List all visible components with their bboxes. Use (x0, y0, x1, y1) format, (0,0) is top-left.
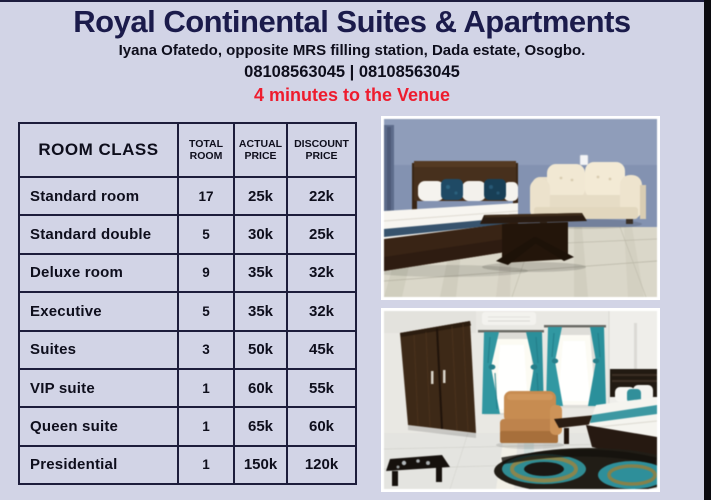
room-class-cell: Queen suite (19, 407, 178, 445)
room-class-cell: Suites (19, 331, 178, 369)
light-switch (580, 155, 588, 165)
page-title: Royal Continental Suites & Apartments (73, 4, 631, 39)
room-class-cell: Presidential (19, 446, 178, 484)
total-room-cell: 5 (178, 215, 234, 253)
table-row (19, 369, 356, 407)
col-header-actual-price: ACTUAL PRICE (234, 123, 287, 177)
actual-price-cell: 150k (234, 446, 287, 484)
phone-numbers: 08108563045 | 08108563045 (244, 63, 460, 81)
total-room-cell: 9 (178, 254, 234, 292)
discount-price-cell: 22k (287, 177, 356, 215)
table-row (19, 254, 356, 292)
table-row (19, 407, 356, 445)
col-header-room-class: ROOM CLASS (19, 123, 178, 177)
air-conditioner (482, 312, 536, 325)
room-class-cell: Standard room (19, 177, 178, 215)
right-border-strip (704, 0, 711, 500)
top-border-line (0, 0, 711, 2)
room-class-cell: Deluxe room (19, 254, 178, 292)
discount-price-cell: 32k (287, 292, 356, 330)
table-row (19, 446, 356, 484)
col-header-total-room: TOTAL ROOM (178, 123, 234, 177)
actual-price-cell: 30k (234, 215, 287, 253)
total-room-cell: 1 (178, 446, 234, 484)
actual-price-cell: 50k (234, 331, 287, 369)
total-room-cell: 1 (178, 369, 234, 407)
table-row (19, 215, 356, 253)
discount-price-cell: 45k (287, 331, 356, 369)
wardrobe (400, 321, 476, 438)
table-row (19, 331, 356, 369)
discount-price-cell: 32k (287, 254, 356, 292)
total-room-cell: 1 (178, 407, 234, 445)
table-row (19, 292, 356, 330)
table-row (19, 177, 356, 215)
total-room-cell: 5 (178, 292, 234, 330)
flyer-header (0, 4, 704, 106)
room-price-table (18, 122, 357, 485)
room-photo-2 (381, 308, 660, 492)
room-photo-2-illustration (384, 311, 657, 489)
room-class-cell: VIP suite (19, 369, 178, 407)
table-header-row (19, 123, 356, 177)
actual-price-cell: 25k (234, 177, 287, 215)
discount-price-cell: 25k (287, 215, 356, 253)
actual-price-cell: 35k (234, 254, 287, 292)
armchair (496, 391, 564, 449)
actual-price-cell: 60k (234, 369, 287, 407)
total-room-cell: 17 (178, 177, 234, 215)
discount-price-cell: 60k (287, 407, 356, 445)
address-line: Iyana Ofatedo, opposite MRS filling station, Dada estate, Osogbo. (118, 42, 586, 59)
actual-price-cell: 65k (234, 407, 287, 445)
discount-price-cell: 55k (287, 369, 356, 407)
venue-note: 4 minutes to the Venue (253, 85, 451, 105)
col-header-discount-price: DISCOUNT PRICE (287, 123, 356, 177)
room-photo-1 (381, 116, 660, 300)
room-photo-1-illustration (384, 119, 657, 297)
actual-price-cell: 35k (234, 292, 287, 330)
room-class-cell: Standard double (19, 215, 178, 253)
room-class-cell: Executive (19, 292, 178, 330)
total-room-cell: 3 (178, 331, 234, 369)
discount-price-cell: 120k (287, 446, 356, 484)
